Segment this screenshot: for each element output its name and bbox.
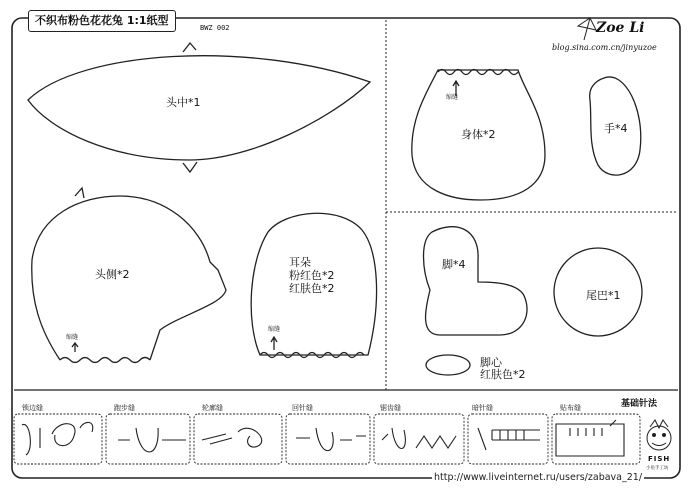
stitch-diagrams (22, 420, 624, 456)
cut-lines (14, 20, 678, 390)
label-head-middle: 头中*1 (166, 96, 201, 109)
label-ear-skin: 红肤色*2 (289, 282, 335, 295)
stitch-label-zigzag: 锯齿缝 (380, 404, 401, 412)
stitch-label-hidden: 暗针缝 (472, 404, 493, 412)
seam-mark-head: 缩缝 (66, 334, 79, 341)
stitch-label-outline: 轮廓缝 (202, 404, 223, 412)
fish-logo-text: FISH (648, 455, 671, 463)
seam-mark-ear: 缩缝 (268, 326, 281, 333)
seam-mark-body: 缩缝 (446, 94, 459, 101)
piece-sole (426, 355, 470, 375)
stitch-label-applique: 贴布缝 (560, 404, 581, 412)
piece-foot (424, 227, 528, 335)
label-body: 身体*2 (461, 128, 496, 141)
brand-name: Zoe Li (596, 20, 645, 36)
label-hand: 手*4 (604, 122, 628, 135)
stitch-label-running: 跑步缝 (114, 404, 135, 412)
label-foot: 脚*4 (442, 258, 466, 271)
label-ear-pink: 粉红色*2 (289, 269, 335, 282)
stitch-label-backstitch: 回针缝 (292, 404, 313, 412)
stitches-title: 基础针法 (621, 399, 658, 409)
kite-logo-icon (578, 18, 596, 40)
fish-logo-icon (647, 420, 671, 450)
pattern-title: 不织布粉色花花兔 1:1纸型 (28, 10, 176, 32)
label-ear-title: 耳朵 (289, 256, 311, 269)
label-sole-color: 红肤色*2 (480, 368, 526, 381)
blog-url: blog.sina.com.cn/jinyuzoe (552, 43, 657, 52)
source-url[interactable]: http://www.liveinternet.ru/users/zabava_21/ (434, 472, 643, 483)
stitch-boxes (14, 414, 640, 464)
fish-logo-subtitle: 小鱼手工坊 (646, 466, 669, 471)
pattern-code: BWZ 002 (200, 24, 230, 32)
label-head-side: 头侧*2 (95, 268, 130, 281)
label-tail: 尾巴*1 (586, 289, 621, 302)
label-sole-title: 脚心 (480, 356, 502, 369)
stitch-label-blanket: 锁边缝 (22, 404, 43, 412)
